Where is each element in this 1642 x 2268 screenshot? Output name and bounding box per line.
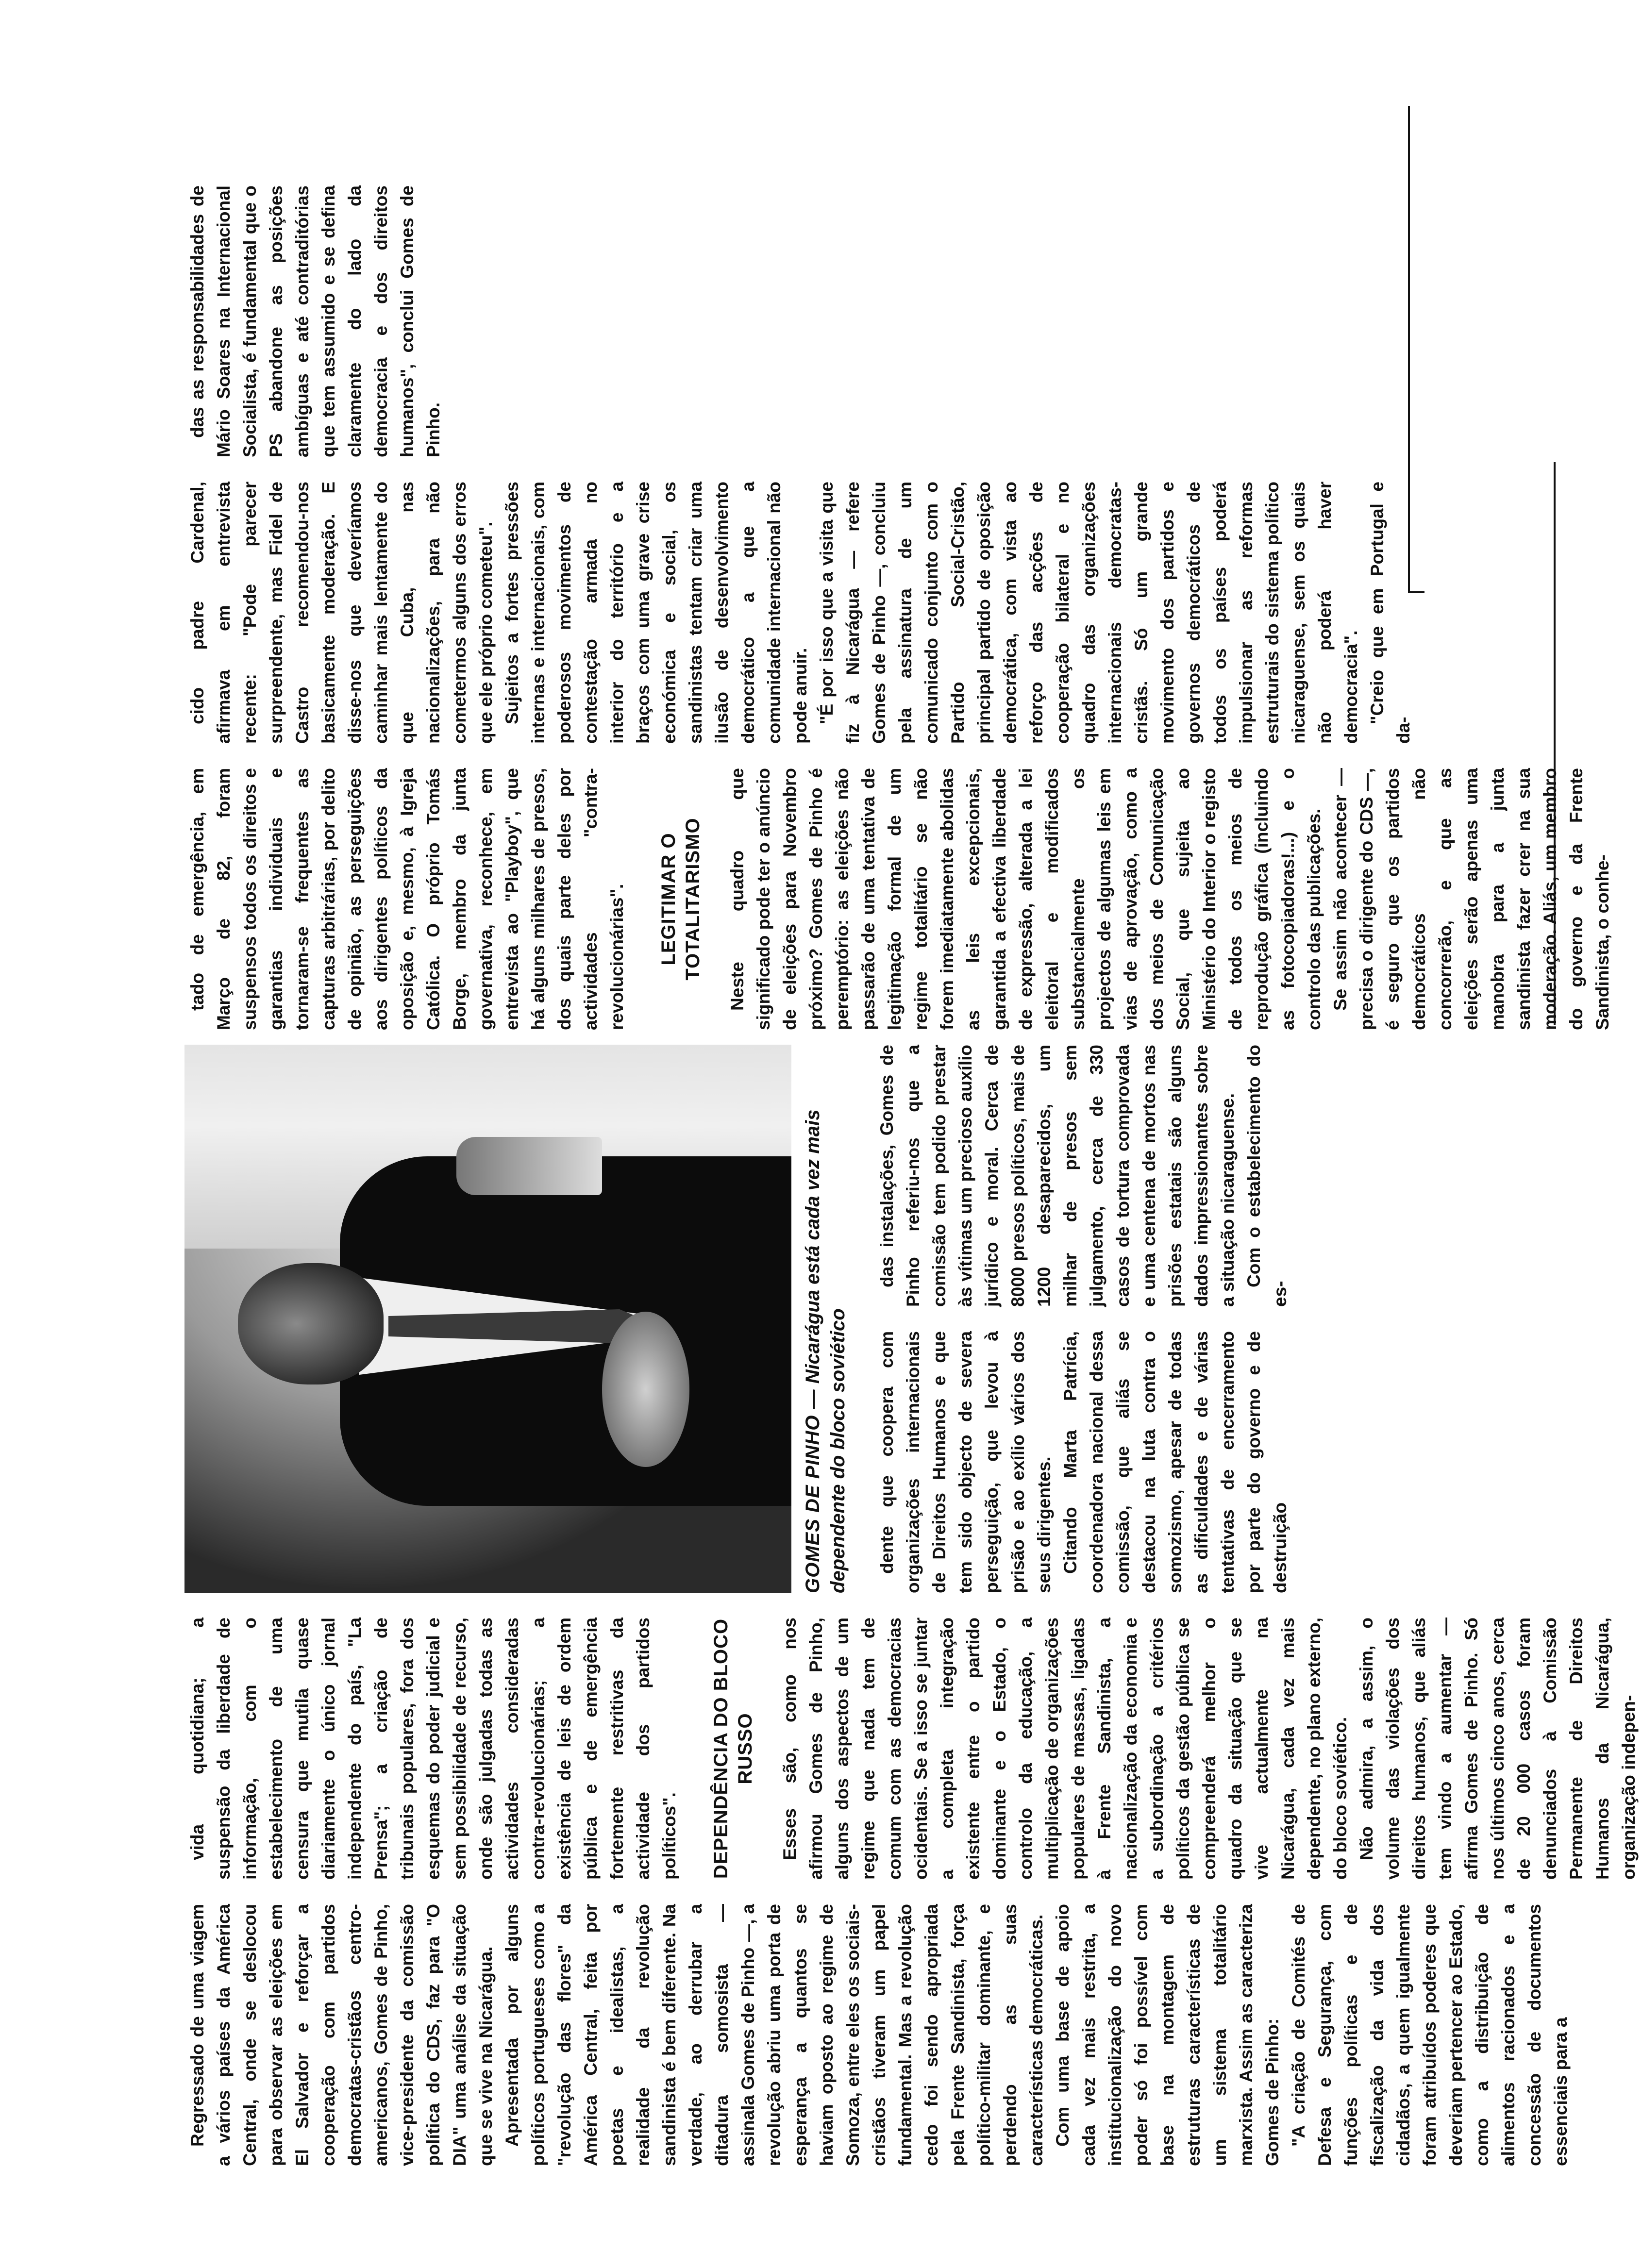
paragraph: Com uma base de apoio cada vez mais restrita, a institucionalização do novo poder só foi possível com base na montagem de estruturas características de um sistema totalitário marxista. Assim as caracteriza Gomes de Pinho: [1053, 1904, 1282, 2166]
paragraph: cido padre Cardenal, afirmava em entrevista recente: "Pode parecer surpreendente, mas Fidel de Castro recomendou-nos basicamente moderação. E disse-nos que deveríamos caminhar mais lentamente do que Cuba, nas nacionalizações, para não cometermos alguns dos erros que ele próprio cometeu". [187, 482, 496, 744]
photo-caption [800, 1045, 851, 1593]
paragraph: vida quotidiana; a suspensão da liberdade de informação, com o estabelecimento de uma censura que mutila quase diariamente o único jornal independente do país, "La Prensa"; a criação de tribunais populares, fora dos esquemas do poder judicial e sem possibilidade de recurso, onde são julgadas todas as actividades consideradas contra-revolucionárias; a existência de leis de ordem pública e de emergência fortemente restritivas da actividade dos partidos políticos". [187, 1618, 679, 1880]
text-column-2 [184, 1618, 1639, 1880]
paragraph: tado de emergência, em Março de 82, foram suspensos todos os direitos e garantias individuais e tornaram-se frequentes as capturas arbitrárias, por delito de opinião, as perseguições aos dirigentes políticos da oposição e, mesmo, à Igreja Católica. O próprio Tomás Borge, membro da junta governativa, reconhece, em entrevista ao "Playboy", que há alguns milhares de presos, dos quais parte deles por actividades "contra-revolucionárias". [187, 768, 627, 1030]
caption-name: GOMES DE PINHO — [802, 1389, 823, 1593]
paragraph: Citando Marta Patrícia, coordenadora nacional dessa comissão, que aliás se destacou na luta contra o somozismo, apesar de todas as dificuldades e de várias tentativas de encerramento por parte do governo e de destruição [1060, 1331, 1290, 1593]
photo-figure-hands [602, 1312, 689, 1467]
paragraph: Com o estabelecimento do es- [1244, 1045, 1290, 1307]
paragraph: das instalações, Gomes de Pinho referiu-nos que a comissão tem podido prestar às vítimas um precioso auxílio jurídico e moral. Cerca de 8000 presos políticos, mais de 1200 desaparecidos, um milhar de presos sem julgamento, cerca de 330 casos de tortura comprovada e uma centena de mortos nas prisões estatais são alguns dados impressionantes sobre a situação nicaraguense. [877, 1045, 1238, 1307]
photo-figure-head [238, 1263, 384, 1384]
text-column-4 [874, 1045, 1398, 1307]
section-heading: DEPENDÊNCIA DO BLOCO RUSSO [710, 1618, 756, 1879]
paragraph: "É por isso que a visita que fiz à Nicarágua — refere Gomes de Pinho —, concluiu pela assinatura de um comunicado conjunto com o Partido Social-Cristão, principal partido de oposição democrática, com vista ao reforço das acções de cooperação bilateral e no quadro das organizações internacionais democratas-cristãs. Só um grande movimento dos partidos e governos democráticos de todos os países poderá impulsionar as reformas estruturais do sistema político nicaraguense, sem os quais não poderá haver democracia". [817, 482, 1361, 744]
paragraph: "A criação de Comités de Defesa e Segurança, com funções políticas e de fiscalização da vida dos cidadãos, a quem igualmente foram atribuídos poderes que deveriam pertencer ao Estado, como a distribuição de alimentos racionados e a concessão de documentos essenciais para a [1289, 1904, 1571, 2166]
section-heading: LEGITIMAR O TOTALITARISMO [658, 817, 704, 981]
paragraph: Regressado de uma viagem a vários países da América Central, onde se deslocou para observar as eleições em El Salvador e reforçar a cooperação com partidos democratas-cristãos centro-americanos, Gomes de Pinho, vice-presidente da comissão política do CDS, faz para "O DIA" uma análise da situação que se vive na Nicarágua. [187, 1904, 496, 2166]
paragraph: Sujeitos a fortes pressões internas e internacionais, com poderosos movimentos de contestação armada no interior do território e a braços com uma grave crise económica e social, os sandinistas tentam criar uma ilusão de desenvolvimento democrático a que a comunidade internacional não pode anuir. [502, 482, 810, 744]
paragraph: "Creio que em Portugal e da- [1367, 482, 1413, 744]
newspaper-article [184, 137, 1639, 2166]
text-column-5 [184, 768, 1612, 1030]
photo-glass [456, 1137, 602, 1195]
caption-text: Nicarágua está cada vez mais dependente do bloco soviético [802, 1109, 849, 1593]
paragraph: Neste quadro que significado pode ter o anúncio de eleições para Novembro próximo? Gomes de Pinho é peremptório: as eleições não passarão de uma tentativa de legitimação formal de um regime totalitário se não forem imediatamente abolidas as leis excepcionais, garantida a efectiva liberdade de expressão, alterada a lei eleitoral e modificados substancialmente os projectos de algumas leis em vias de aprovação, como a dos meios de Comunicação Social, que sujeita ao Ministério do Interior o registo de todos os meios de reprodução gráfica (incluindo as fotocopiadoras!...) e o controlo das publicações. [727, 768, 1324, 1030]
text-column-6 [184, 482, 1413, 744]
paragraph: Se assim não acontecer — precisa o dirigente do CDS —, é seguro que os partidos democráticos não concorrerão, e que as eleições serão apenas uma manobra para a junta sandinista fazer crer na sua moderação. Aliás, um membro do governo e da Frente Sandinista, o conhe- [1330, 768, 1612, 1030]
page-bracket-mark [1408, 106, 1424, 593]
paragraph: Esses são, como nos afirmou Gomes de Pinho, alguns dos aspectos de um regime que nada tem de comum com as democracias ocidentais. Se a isso se juntar a completa integração existente entre o partido dominante e o Estado, o controlo da educação, a multiplicação de organizações populares de massas, ligadas à Frente Sandinista, a nacionalização da economia e a subordinação a critérios políticos da gestão pública se compreenderá melhor o quadro da situação que se vive actualmente na Nicarágua, cada vez mais dependente, no plano externo, do bloco soviético. [780, 1618, 1350, 1880]
paragraph: das as responsabilidades de Mário Soares na Internacional Socialista, é fundamental que o PS abandone as posições ambíguas e até contraditórias que tem assumido e se defina claramente do lado da democracia e dos direitos humanos", conclui Gomes de Pinho. [187, 185, 443, 457]
paragraph: Apresentada por alguns políticos portugueses como a "revolução das flores" da América Central, feita por poetas e idealistas, a realidade da revolução sandinista é bem diferente. Na verdade, ao derrubar a ditadura somosista — assinala Gomes de Pinho —, a revolução abriu uma porta de esperança a quantos se haviam oposto ao regime de Somoza, entre eles os sociais-cristãos tiveram um papel fundamental. Mas a revolução cedo foi sendo apropriada pela Frente Sandinista, força político-militar dominante, e perdendo as suas características democráticas. [502, 1904, 1046, 2166]
text-column-1 [184, 1904, 1571, 2166]
text-column-3 [874, 1331, 1398, 1593]
portrait-photo [184, 1045, 791, 1593]
column-rule [1554, 462, 1556, 1025]
paragraph: Não admira, a assim, o volume das violações dos direitos humanos, que aliás tem vindo a aumentar — afirma Gomes de Pinho. Só nos últimos cinco anos, cerca de 20 000 casos foram denunciados à Comissão Permanente de Direitos Humanos da Nicarágua, organização indepen- [1357, 1618, 1639, 1880]
text-column-7 [184, 185, 1398, 457]
paragraph: dente que coopera com organizações internacionais de Direitos Humanos e que tem sido objecto de severa perseguição, que levou à prisão e ao exílio vários dos seus dirigentes. [877, 1331, 1054, 1593]
